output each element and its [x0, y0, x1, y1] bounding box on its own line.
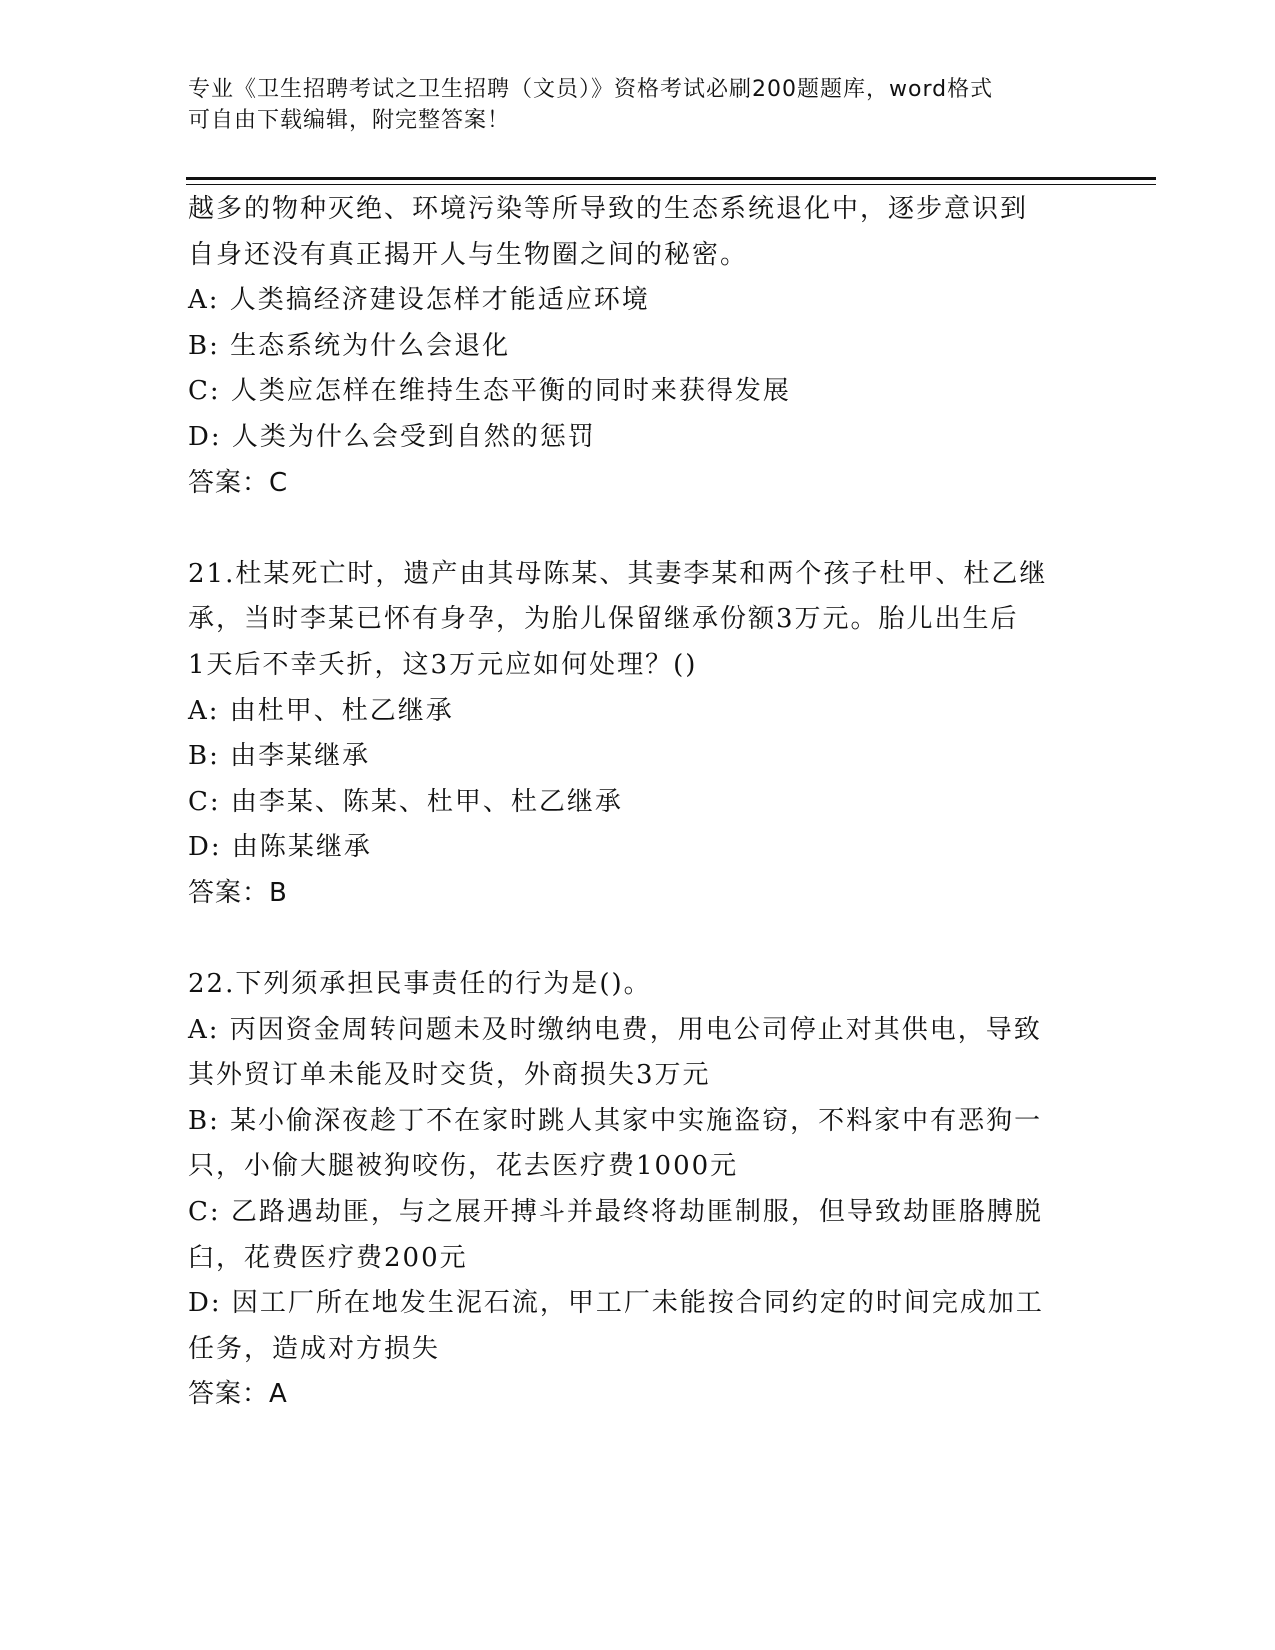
question-stem-line: 1天后不幸夭折，这3万元应如何处理？(): [188, 649, 698, 680]
option-c: C: 人类应怎样在维持生态平衡的同时来获得发展: [188, 376, 791, 407]
header-line-2: 可自由下载编辑，附完整答案！: [188, 108, 511, 133]
option-d: D: 人类为什么会受到自然的惩罚: [188, 421, 596, 452]
option-d-continued: 任务，造成对方损失: [188, 1333, 441, 1364]
option-b: B: 生态系统为什么会退化: [188, 330, 511, 361]
option-b-continued: 只，小偷大腿被狗咬伤，花去医疗费1000元: [188, 1151, 739, 1182]
prev-question-block: [188, 187, 1078, 506]
option-c: C: 由李某、陈某、杜甲、杜乙继承: [188, 786, 623, 817]
question-stem-line: 承，当时李某已怀有身孕，为胎儿保留继承份额3万元。胎儿出生后: [188, 604, 1019, 635]
answer-line: 答案：B: [188, 877, 288, 908]
option-a: A: 人类搞经济建设怎样才能适应环境: [188, 285, 650, 316]
header-rule-thick: [186, 177, 1156, 180]
option-b: B: 由李某继承: [188, 741, 371, 772]
question-stem-line: 21.杜某死亡时，遗产由其母陈某、其妻李某和两个孩子杜甲、杜乙继: [188, 558, 1048, 589]
option-a: A: 由杜甲、杜乙继承: [188, 695, 454, 726]
question-stem-line: 22.下列须承担民事责任的行为是()。: [188, 969, 652, 1000]
document-header: [188, 74, 1068, 136]
option-d: D: 因工厂所在地发生泥石流，甲工厂未能按合同约定的时间完成加工: [188, 1288, 1044, 1319]
option-c: C: 乙路遇劫匪，与之展开搏斗并最终将劫匪制服，但导致劫匪胳膊脱: [188, 1197, 1043, 1228]
header-rule-thin: [186, 184, 1156, 185]
option-b: B: 某小偷深夜趁丁不在家时跳人其家中实施盗窃，不料家中有恶狗一: [188, 1105, 1043, 1136]
question-stem-line: 自身还没有真正揭开人与生物圈之间的秘密。: [188, 239, 749, 270]
option-c-continued: 臼，花费医疗费200元: [188, 1242, 468, 1273]
header-line-1: 专业《卫生招聘考试之卫生招聘（文员）》资格考试必刷200题题库，word格式: [188, 77, 994, 102]
option-a: A: 丙因资金周转问题未及时缴纳电费，用电公司停止对其供电，导致: [188, 1014, 1042, 1045]
answer-line: 答案：C: [188, 467, 289, 498]
option-d: D: 由陈某继承: [188, 832, 372, 863]
option-a-continued: 其外贸订单未能及时交货，外商损失3万元: [188, 1060, 711, 1091]
question-21-block: [188, 552, 1078, 917]
question-22-block: [188, 962, 1078, 1418]
spacer: [188, 917, 1078, 963]
answer-line: 答案：A: [188, 1379, 288, 1410]
spacer: [188, 506, 1078, 552]
question-stem-line: 越多的物种灭绝、环境污染等所导致的生态系统退化中，逐步意识到: [188, 194, 1029, 224]
question-content: [188, 187, 1078, 1418]
